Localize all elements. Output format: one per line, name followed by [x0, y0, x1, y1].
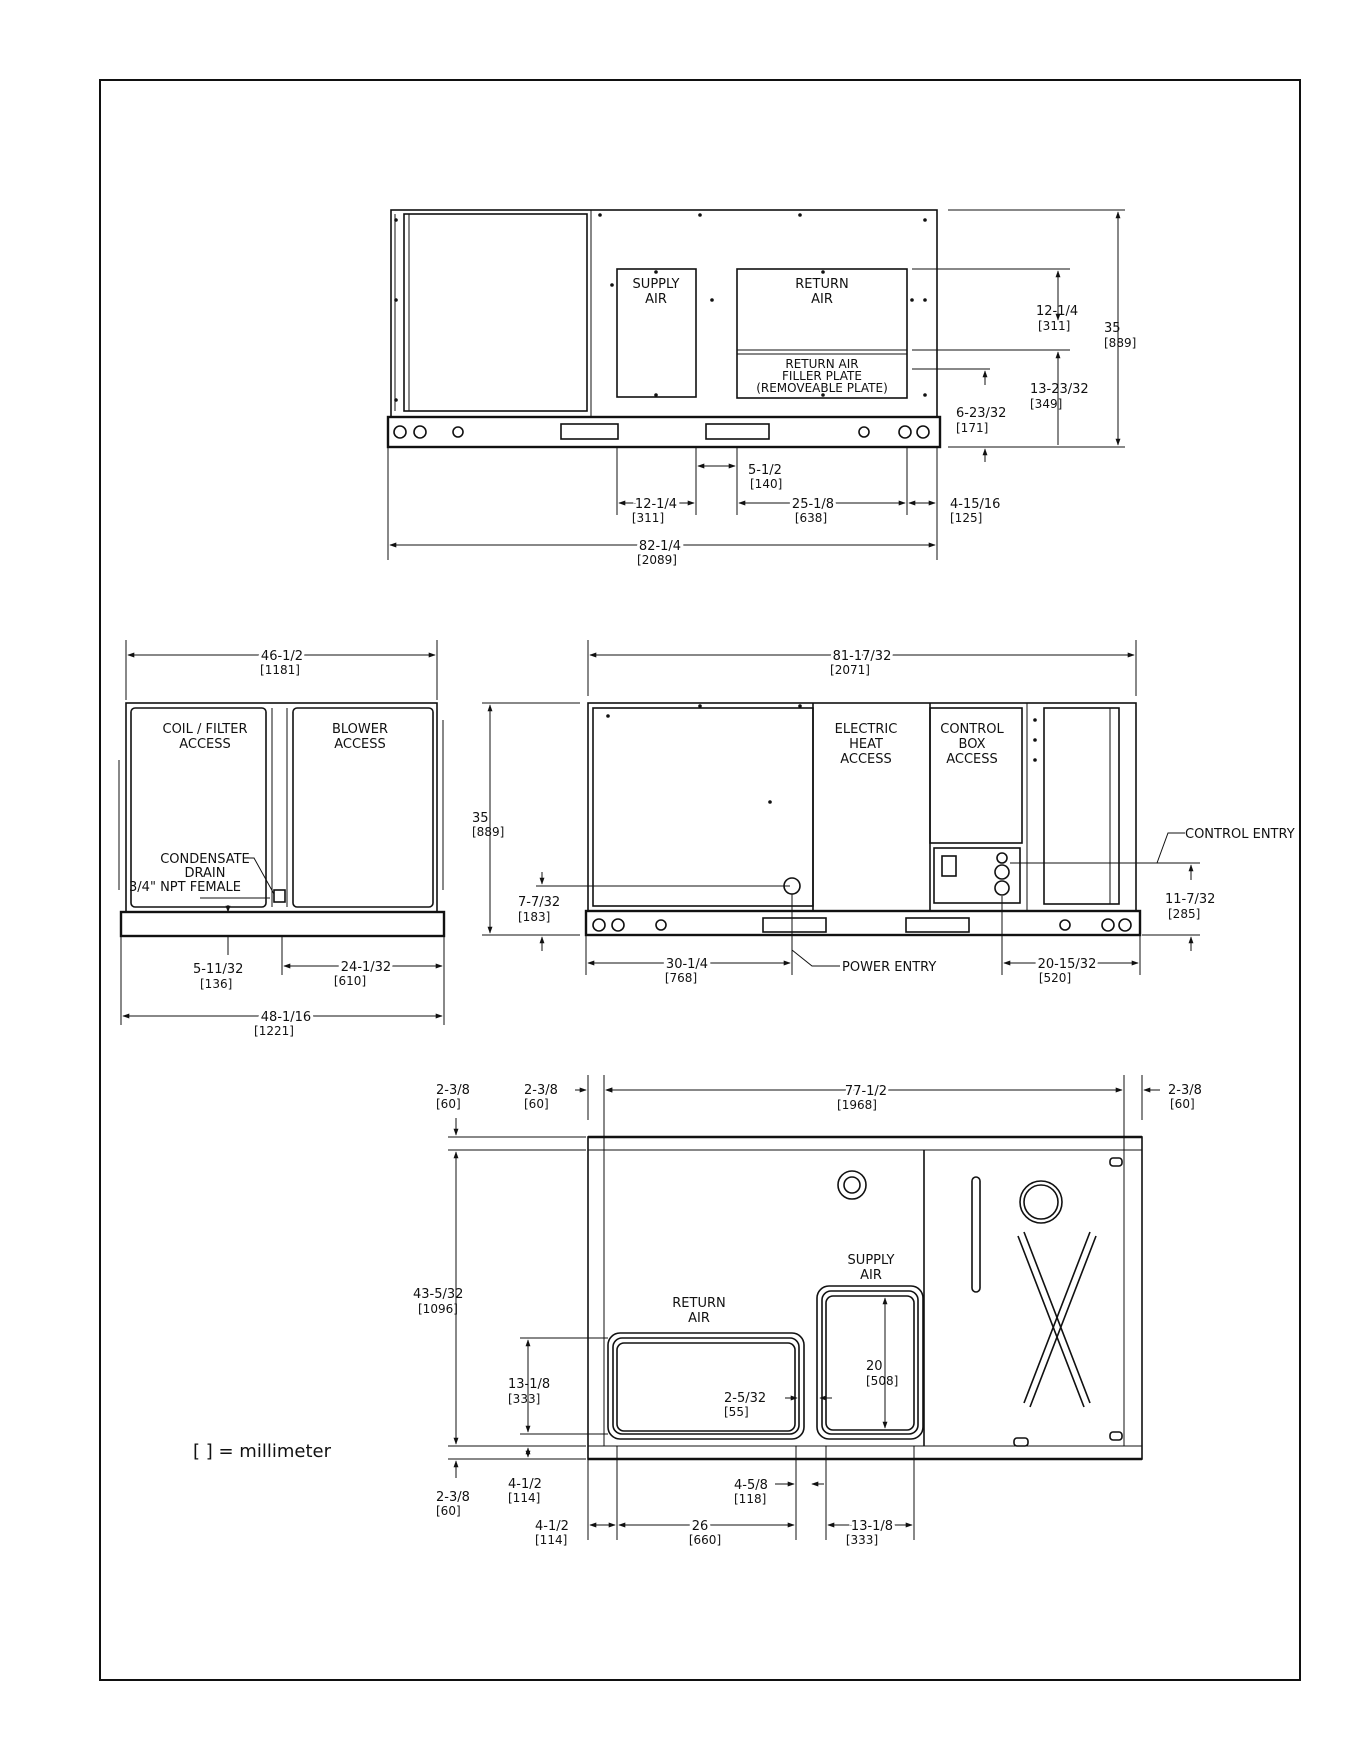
dim-label: 20-15/32	[1037, 957, 1097, 972]
dim-label: 5-1/2	[748, 463, 782, 478]
dim-label: 13-1/8	[850, 1519, 894, 1534]
dim-label: [1096]	[418, 1302, 458, 1316]
control-box-label: CONTROL	[940, 722, 1004, 737]
bottom-view	[413, 1075, 1202, 1547]
top-return-label: RETURN	[795, 277, 849, 292]
dim-label: 6-23/32	[956, 406, 1007, 421]
dim-label: [171]	[956, 421, 989, 435]
dim-label: 4-15/16	[950, 497, 1001, 512]
dim-label: [285]	[1168, 907, 1201, 921]
dim-label: [60]	[524, 1097, 549, 1111]
dim-label: [520]	[1038, 971, 1072, 985]
dim-label: [136]	[200, 977, 233, 991]
dim-label: 4-5/8	[734, 1478, 768, 1493]
dim-label: [2071]	[830, 663, 870, 677]
dim-label: 25-1/8	[791, 497, 835, 512]
dim-label: [349]	[1030, 397, 1063, 411]
blower-label: ACCESS	[334, 737, 386, 752]
dim-label: [311]	[631, 511, 665, 525]
dim-label: 12-1/4	[1036, 304, 1079, 319]
dim-label: [889]	[472, 825, 505, 839]
dim-label: [638]	[794, 511, 828, 525]
dim-label: 2-5/32	[724, 1391, 767, 1406]
dim-label: 2-3/8	[524, 1083, 558, 1098]
dim-label: 13-1/8	[508, 1377, 551, 1392]
dim-label: [55]	[724, 1405, 749, 1419]
dim-label: 4-1/2	[535, 1519, 569, 1534]
filler-plate-label: FILLER PLATE	[782, 369, 862, 383]
dim-label: [610]	[333, 974, 367, 988]
condensate-label: CONDENSATE	[160, 852, 250, 867]
dim-label: [1221]	[254, 1024, 294, 1038]
dim-label: [140]	[750, 477, 783, 491]
dim-label: 13-23/32	[1030, 382, 1089, 397]
dim-label: 2-3/8	[436, 1083, 470, 1098]
unit-legend: [ ] = millimeter	[193, 1441, 331, 1462]
dim-label: [114]	[535, 1533, 568, 1547]
dim-label: [311]	[1038, 319, 1071, 333]
dim-label: [1968]	[837, 1098, 877, 1112]
electric-heat-label: HEAT	[849, 737, 883, 752]
dim-label: 5-11/32	[193, 962, 244, 977]
dim-label: 12-1/4	[634, 497, 678, 512]
coil-filter-label: ACCESS	[179, 737, 231, 752]
dim-label: [60]	[1170, 1097, 1195, 1111]
side-view	[119, 640, 444, 1038]
dim-label: 20	[866, 1359, 883, 1374]
front-view	[472, 640, 1295, 985]
dim-label: 43-5/32	[413, 1287, 464, 1302]
condensate-label: 3/4" NPT FEMALE	[129, 880, 241, 895]
control-entry-label: CONTROL ENTRY	[1185, 827, 1295, 842]
dim-label: 77-1/2	[844, 1084, 888, 1099]
dim-label: [114]	[508, 1491, 541, 1505]
top-return-label: AIR	[811, 292, 833, 307]
dim-label: [508]	[866, 1374, 899, 1388]
top-view	[388, 210, 1136, 567]
dim-label: 2-3/8	[436, 1490, 470, 1505]
filler-plate-label: (REMOVEABLE PLATE)	[756, 381, 888, 395]
top-supply-label: AIR	[645, 292, 667, 307]
top-supply-label: SUPPLY	[632, 277, 680, 292]
dim-label: [118]	[734, 1492, 767, 1506]
dim-label: 24-1/32	[340, 960, 392, 975]
dim-label: [333]	[508, 1392, 541, 1406]
dim-label: [660]	[688, 1533, 722, 1547]
dim-label: [183]	[518, 910, 551, 924]
dim-label: [1181]	[260, 663, 300, 677]
dim-label: [125]	[950, 511, 983, 525]
bottom-return-label: RETURN	[672, 1296, 726, 1311]
dim-label: 7-7/32	[518, 895, 561, 910]
bottom-return-label: AIR	[688, 1311, 710, 1326]
control-box-label: BOX	[958, 737, 986, 752]
dim-label: [2089]	[637, 553, 677, 567]
blower-label: BLOWER	[331, 722, 389, 737]
dim-label: [333]	[845, 1533, 879, 1547]
bottom-return-air-opening	[608, 1333, 804, 1439]
dim-label: 35	[1104, 321, 1121, 336]
condensate-label: DRAIN	[184, 866, 226, 881]
electric-heat-label: ELECTRIC	[834, 722, 898, 737]
dim-label: 30-1/4	[665, 957, 709, 972]
filler-plate-label: RETURN AIR	[785, 357, 859, 371]
dim-label: 81-17/32	[832, 649, 892, 664]
bottom-supply-label: SUPPLY	[847, 1253, 895, 1268]
dim-label: [60]	[436, 1097, 461, 1111]
dim-label: [768]	[664, 971, 698, 985]
coil-filter-label: COIL / FILTER	[162, 722, 248, 737]
dim-label: 4-1/2	[508, 1477, 542, 1492]
power-entry-label: POWER ENTRY	[842, 960, 937, 975]
bottom-supply-label: AIR	[860, 1268, 882, 1283]
dim-label: 48-1/16	[260, 1010, 312, 1025]
electric-heat-label: ACCESS	[840, 752, 892, 767]
control-box-label: ACCESS	[946, 752, 998, 767]
dim-label: [60]	[436, 1504, 461, 1518]
dim-label: 2-3/8	[1168, 1083, 1202, 1098]
dim-label: 26	[691, 1519, 709, 1534]
dim-label: 35	[472, 811, 489, 826]
dim-label: [889]	[1104, 336, 1137, 350]
dim-label: 82-1/4	[638, 539, 682, 554]
dim-label: 11-7/32	[1165, 892, 1216, 907]
dim-label: 46-1/2	[260, 649, 304, 664]
